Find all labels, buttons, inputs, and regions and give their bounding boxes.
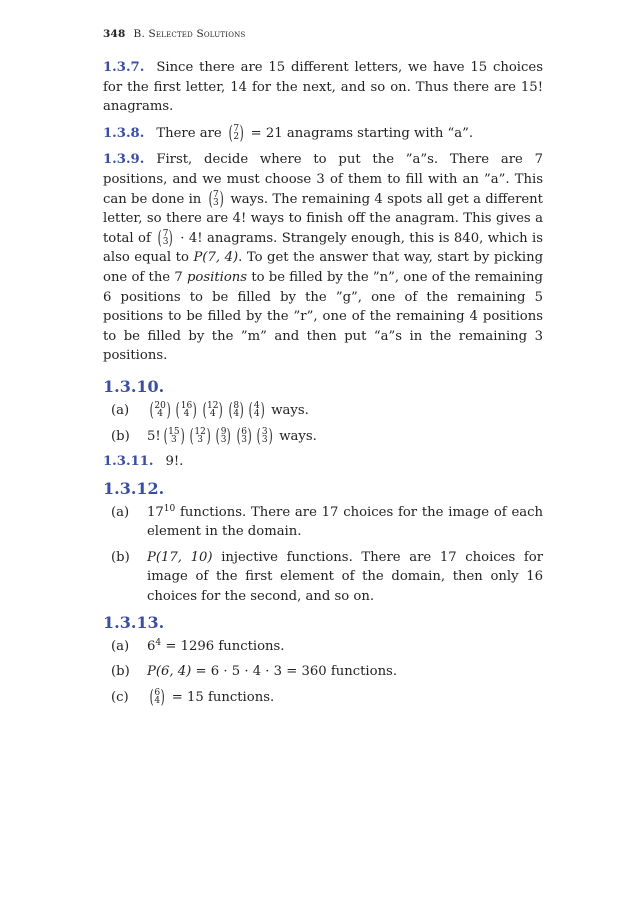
binom-bottom: 2 bbox=[233, 132, 240, 143]
item-tag: (b) bbox=[111, 664, 130, 680]
binom-bottom: 3 bbox=[162, 237, 169, 248]
binom-top: 16 bbox=[180, 400, 193, 411]
binom-bottom: 4 bbox=[183, 409, 190, 420]
binomial-coefficient: ( 15 3 ) bbox=[163, 424, 185, 447]
solution-label: 1.3.7. bbox=[103, 60, 145, 75]
binom-bottom: 3 bbox=[197, 435, 204, 445]
binomial-coefficient: ( 16 4 ) bbox=[175, 398, 197, 421]
binom-top: 3 bbox=[261, 426, 268, 437]
binomial-coefficient: ( 9 3 ) bbox=[215, 424, 232, 447]
item-tag: (a) bbox=[111, 504, 130, 520]
page bbox=[103, 28, 543, 713]
binom-bottom: 4 bbox=[154, 696, 161, 707]
sub-item-b bbox=[103, 548, 543, 607]
emphasis: positions bbox=[186, 269, 248, 285]
permutation-expression: P(7, 4) bbox=[193, 250, 239, 266]
solution-1-3-9 bbox=[103, 150, 543, 366]
running-header bbox=[103, 28, 543, 40]
binom-bottom: 4 bbox=[233, 409, 240, 420]
binom-top: 7 bbox=[233, 123, 240, 134]
item-body bbox=[139, 662, 543, 682]
power-exponent: 10 bbox=[163, 503, 176, 514]
solution-label: 1.3.8. bbox=[103, 125, 145, 141]
solution-text: . To get the answer that way, start by picking one of the 7 bbox=[103, 250, 544, 285]
power-base: 6 bbox=[147, 638, 156, 654]
solution-1-3-10 bbox=[103, 377, 543, 446]
item-text: functions. There are 17 choices for the image of each element in the domain. bbox=[147, 504, 543, 540]
solution-label: 1.3.10. bbox=[103, 376, 165, 396]
binom-top: 20 bbox=[154, 400, 166, 411]
solution-1-3-7 bbox=[103, 58, 543, 117]
solution-1-3-8 bbox=[103, 121, 543, 144]
binom-top: 12 bbox=[207, 400, 219, 411]
binom-bottom: 3 bbox=[261, 435, 268, 445]
binomial-coefficient: ( 3 3 ) bbox=[257, 424, 273, 447]
solution-text: Since there are 15 different letters, we have 15 choices for the first letter, 14 for the next, and so on. Thus there are 15! anagrams. bbox=[103, 60, 543, 115]
solution-text: First, decide where to put the ”a”s. There are 7 positions, and we must choose 3 of them to fill with an ”a”. This can be done in bbox=[103, 152, 543, 207]
item-tag: (a) bbox=[111, 638, 130, 654]
item-tag: (b) bbox=[111, 428, 130, 444]
binom-bottom: 4 bbox=[157, 409, 164, 420]
solution-text: · 4! anagrams. Strangely enough, this is 840, which is also equal to bbox=[103, 230, 543, 266]
sub-item-b bbox=[103, 424, 543, 447]
power-exponent: 4 bbox=[155, 637, 162, 648]
solution-text: ways. The remaining 4 spots all get a different letter, so there are 4! ways to finish off the anagram. This gives a total of bbox=[103, 191, 543, 246]
item-body bbox=[139, 548, 543, 607]
binom-top: 6 bbox=[241, 426, 248, 437]
item-body bbox=[139, 637, 543, 657]
solution-1-3-13 bbox=[103, 613, 543, 708]
sub-item-b bbox=[103, 662, 543, 682]
binom-bottom: 4 bbox=[209, 409, 216, 420]
binomial-coefficient: ( 7 2 ) bbox=[228, 121, 244, 144]
solution-1-3-11 bbox=[103, 452, 543, 472]
sub-item-a bbox=[103, 637, 543, 657]
item-tag: (c) bbox=[111, 689, 129, 705]
item-text: ways. bbox=[271, 402, 309, 418]
section-title: B. Selected Solutions bbox=[133, 28, 246, 40]
sub-item-c bbox=[103, 685, 543, 708]
item-body bbox=[139, 398, 543, 421]
item-tag: (b) bbox=[111, 549, 130, 565]
item-text: 5! bbox=[147, 428, 161, 444]
item-body bbox=[139, 424, 543, 447]
binomial-coefficient: ( 6 4 ) bbox=[149, 685, 165, 708]
item-body bbox=[139, 503, 543, 542]
binomial-coefficient: ( 4 4 ) bbox=[249, 398, 265, 421]
binomial-coefficient: ( 8 4 ) bbox=[228, 398, 244, 421]
solution-1-3-12 bbox=[103, 479, 543, 607]
binom-top: 7 bbox=[162, 228, 169, 239]
item-tag: (a) bbox=[111, 402, 130, 418]
item-text: = 1296 functions. bbox=[165, 638, 285, 654]
item-text: = 6 · 5 · 4 · 3 = 360 functions. bbox=[195, 664, 398, 680]
permutation-expression: P(17, 10) bbox=[147, 549, 213, 565]
binom-top: 15 bbox=[168, 426, 180, 437]
binom-bottom: 3 bbox=[220, 435, 227, 445]
binom-top: 4 bbox=[253, 400, 260, 411]
solution-label: 1.3.9. bbox=[103, 152, 145, 168]
binomial-coefficient: ( 20 4 ) bbox=[149, 398, 171, 421]
item-text: injective functions. There are 17 choices for image of the first element of the domain, then only 16 choices for the second, and so on. bbox=[147, 549, 543, 605]
solution-label: 1.3.12. bbox=[103, 478, 165, 498]
binom-bottom: 3 bbox=[241, 435, 248, 445]
binom-top: 9 bbox=[220, 426, 227, 437]
binom-top: 6 bbox=[154, 687, 161, 698]
binom-bottom: 3 bbox=[170, 435, 177, 445]
solution-text: There are bbox=[156, 125, 222, 141]
solution-text: = 21 anagrams starting with “a”. bbox=[250, 125, 474, 141]
binomial-coefficient: ( 6 3 ) bbox=[236, 424, 252, 447]
binomial-coefficient: ( 7 3 ) bbox=[208, 187, 224, 210]
power-base: 17 bbox=[147, 504, 164, 520]
binom-bottom: 3 bbox=[213, 198, 219, 209]
binom-top: 7 bbox=[213, 189, 219, 200]
solution-label: 1.3.11. bbox=[103, 454, 154, 470]
solution-label: 1.3.13. bbox=[103, 612, 165, 632]
binom-bottom: 4 bbox=[253, 409, 260, 420]
page-number: 348 bbox=[103, 28, 126, 40]
binomial-coefficient: ( 12 4 ) bbox=[202, 398, 224, 421]
binom-top: 12 bbox=[194, 426, 206, 437]
sub-item-a bbox=[103, 398, 543, 421]
sub-item-a bbox=[103, 503, 543, 542]
solution-text: to be filled by the ”n”, one of the remaining 6 positions to be filled by the ”g”, one of the remaining 5 positions to be filled by the ”r”, one of the remaining 4 positions to be filled by the ”m” and then put “a”s in the remaining 3 positions. bbox=[103, 269, 543, 364]
binom-top: 8 bbox=[233, 400, 240, 411]
item-body bbox=[139, 685, 543, 708]
binomial-coefficient: ( 7 3 ) bbox=[157, 226, 174, 249]
binomial-coefficient: ( 12 3 ) bbox=[189, 424, 211, 447]
permutation-expression: P(6, 4) bbox=[147, 664, 192, 680]
item-text: ways. bbox=[279, 428, 317, 444]
solution-text: 9!. bbox=[165, 454, 184, 470]
item-text: = 15 functions. bbox=[171, 689, 275, 705]
